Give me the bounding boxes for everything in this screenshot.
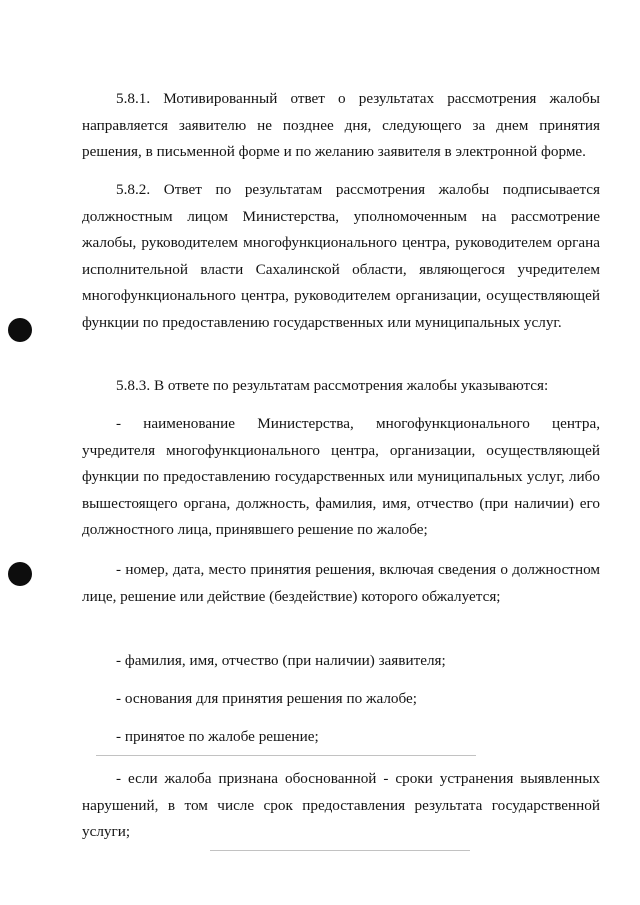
list-item-remedy-terms: - если жалоба признана обоснованной - сроки устранения выявленных нарушений, в том числе срок предоставления результата государственной услуги; [82,770,600,840]
punch-hole-upper [8,318,32,342]
list-item-decision-details: - номер, дата, место принятия решения, включая сведения о должностном лице, решение или действие (бездействие) которого обжалуется; [82,561,600,605]
punch-hole-lower [8,562,32,586]
paragraph-5-8-3: 5.8.3. В ответе по результатам рассмотрения жалобы указываются: [116,377,549,394]
paragraph-5-8-2: 5.8.2. Ответ по результатам рассмотрения жалобы подписывается должностным лицом Министерства, уполномоченным на рассмотрение жалобы, руководителем многофункционального центра, руководителем органа исполнительной власти Сахалинской области, являющегося учредителем многофункционального центра, руководителем организации, осуществляющей функции по предоставлению государственных или муниципальных услуг. [82,181,600,331]
scan-speck [210,850,470,851]
scan-speck [96,755,476,756]
list-item-decision: - принятое по жалобе решение; [116,728,319,745]
list-item-name: - наименование Министерства, многофункционального центра, учредителя многофункционального центра, организации, осуществляющей функции по предоставлению государственных или муниципальных услуг, либо вышестоящего органа, должность, фамилия, имя, отчество (при наличии) его должностного лица, принявшего решение по жалобе; [82,415,600,538]
list-item-applicant-name: - фамилия, имя, отчество (при наличии) заявителя; [116,652,446,669]
paragraph-5-8-1: 5.8.1. Мотивированный ответ о результатах рассмотрения жалобы направляется заявителю не позднее дня, следующего за днем принятия решения, в письменной форме и по желанию заявителя в электронной форме. [82,90,600,160]
list-item-grounds: - основания для принятия решения по жалобе; [116,690,417,707]
